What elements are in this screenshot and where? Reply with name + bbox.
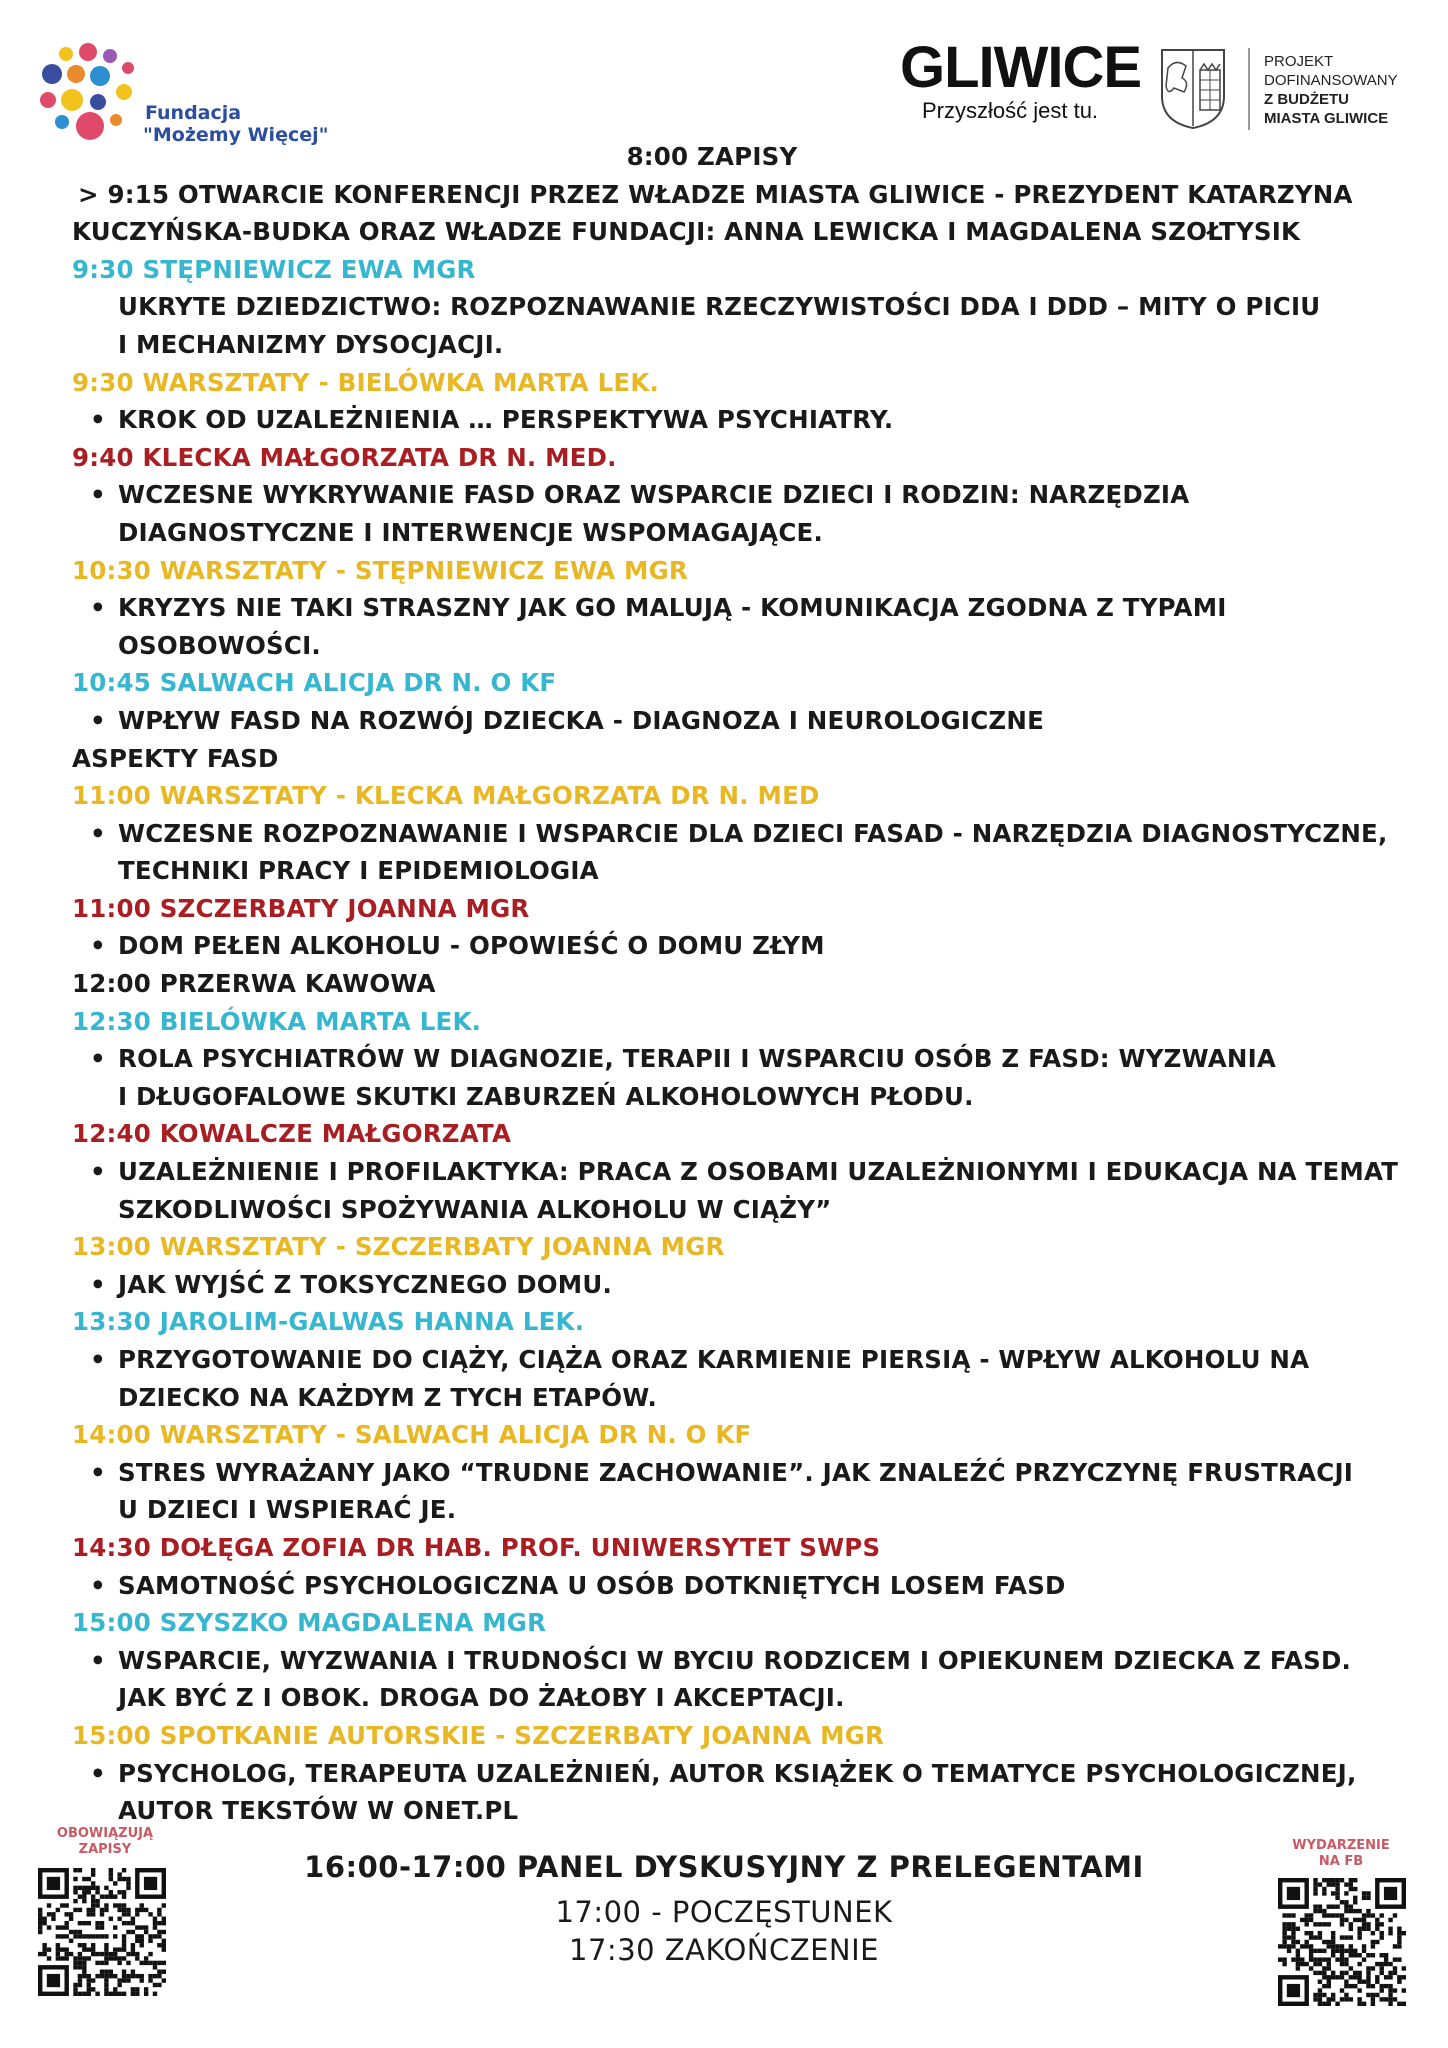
session-description: • WCZESNE WYKRYWANIE FASD ORAZ WSPARCIE DZIECI I RODZIN: NARZĘDZIA: [72, 476, 1402, 514]
conference-end: 17:30 ZAKOŃCZENIE: [569, 1933, 879, 1967]
qr-left-label-line2: ZAPISY: [78, 1842, 132, 1857]
foundation-logo-dots: [38, 40, 148, 150]
project-funding-note: [1264, 52, 1398, 128]
session-heading: 15:00 SPOTKANIE AUTORSKIE - SZCZERBATY JOANNA MGR: [72, 1720, 885, 1750]
city-tagline: Przyszłość jest tu.: [922, 98, 1099, 123]
session-description: OSOBOWOŚCI.: [118, 630, 321, 660]
qr-finder-pattern: [144, 1877, 157, 1890]
session-description: • JAK WYJŚĆ Z TOKSYCZNEGO DOMU.: [72, 1266, 1402, 1304]
panel-discussion: 16:00-17:00 PANEL DYSKUSYJNY Z PRELEGENTAMI: [304, 1850, 1144, 1884]
session-description: UKRYTE DZIEDZICTWO: ROZPOZNAWANIE RZECZYWISTOŚCI DDA I DDD – MITY O PICIU: [118, 292, 1321, 322]
session-description: • SAMOTNOŚĆ PSYCHOLOGICZNA U OSÓB DOTKNIĘTYCH LOSEM FASD: [72, 1567, 1402, 1605]
foundation-name-line2: "Możemy Więcej": [143, 124, 329, 146]
session-heading: 10:45 SALWACH ALICJA DR N. O KF: [72, 668, 557, 698]
qr-finder-pattern: [1287, 1984, 1300, 1997]
session-description: • WSPARCIE, WYZWANIA I TRUDNOŚCI W BYCIU RODZICEM I OPIEKUNEM DZIECKA Z FASD.: [72, 1642, 1402, 1680]
session-heading: 13:00 WARSZTATY - SZCZERBATY JOANNA MGR: [72, 1232, 725, 1262]
session-description: U DZIECI I WSPIERAĆ JE.: [118, 1495, 457, 1525]
session-heading: 9:30 STĘPNIEWICZ EWA MGR: [72, 254, 476, 284]
session-heading: 14:30 DOŁĘGA ZOFIA DR HAB. PROF. UNIWERSYTET SWPS: [72, 1532, 881, 1562]
session-description: SZKODLIWOŚCI SPOŻYWANIA ALKOHOLU W CIĄŻY”: [118, 1194, 832, 1224]
registration-qr-code[interactable]: [38, 1868, 166, 1996]
project-line-4: MIASTA GLIWICE: [1264, 110, 1389, 127]
qr-right-label-line2: NA FB: [1318, 1854, 1364, 1869]
agenda: [72, 138, 1402, 1830]
opening-line-2: KUCZYŃSKA-BUDKA ORAZ WŁADZE FUNDACJI: ANNA LEWICKA I MAGDALENA SZOŁTYSIK: [72, 217, 1301, 247]
session-description: • ROLA PSYCHIATRÓW W DIAGNOZIE, TERAPII I WSPARCIU OSÓB Z FASD: WYZWANIA: [72, 1040, 1402, 1078]
session-heading: 12:30 BIELÓWKA MARTA LEK.: [72, 1006, 482, 1036]
city-crest-icon: [1160, 48, 1226, 130]
session-description: • WCZESNE ROZPOZNAWANIE I WSPARCIE DLA DZIECI FASAD - NARZĘDZIA DIAGNOSTYCZNE,: [72, 815, 1402, 853]
session-heading: 12:40 KOWALCZE MAŁGORZATA: [72, 1119, 512, 1149]
qr-left-label: [40, 1826, 170, 1858]
session-description: • UZALEŻNIENIE I PROFILAKTYKA: PRACA Z OSOBAMI UZALEŻNIONYMI I EDUKACJA NA TEMAT: [72, 1153, 1402, 1191]
session-heading: 11:00 SZCZERBATY JOANNA MGR: [72, 893, 530, 923]
header-divider: [1248, 48, 1250, 130]
project-line-2: DOFINANSOWANY: [1264, 72, 1398, 89]
refreshments: 17:00 - POCZĘSTUNEK: [555, 1895, 893, 1929]
session-description: • KROK OD UZALEŻNIENIA … PERSPEKTYWA PSYCHIATRY.: [72, 401, 1402, 439]
session-heading: 13:30 JAROLIM-GALWAS HANNA LEK.: [72, 1307, 585, 1337]
qr-finder-pattern: [1287, 1887, 1300, 1900]
session-description: • STRES WYRAŻANY JAKO “TRUDNE ZACHOWANIE”. JAK ZNALEŹĆ PRZYCZYNĘ FRUSTRACJI: [72, 1454, 1402, 1492]
coffee-break: 12:00 PRZERWA KAWOWA: [72, 969, 436, 999]
session-description: • KRYZYS NIE TAKI STRASZNY JAK GO MALUJĄ - KOMUNIKACJA ZGODNA Z TYPAMI: [72, 589, 1402, 627]
session-description: • WPŁYW FASD NA ROZWÓJ DZIECKA - DIAGNOZA I NEUROLOGICZNE: [72, 702, 1402, 740]
foundation-name-line1: Fundacja: [145, 102, 242, 124]
qr-finder-pattern: [47, 1877, 60, 1890]
session-heading: 11:00 WARSZTATY - KLECKA MAŁGORZATA DR N. MED: [72, 781, 820, 811]
session-heading: 9:30 WARSZTATY - BIELÓWKA MARTA LEK.: [72, 367, 660, 397]
session-description: • PRZYGOTOWANIE DO CIĄŻY, CIĄŻA ORAZ KARMIENIE PIERSIĄ - WPŁYW ALKOHOLU NA: [72, 1341, 1402, 1379]
registration-time: 8:00 ZAPISY: [626, 142, 798, 171]
session-heading: 10:30 WARSZTATY - STĘPNIEWICZ EWA MGR: [72, 555, 688, 585]
session-description: I MECHANIZMY DYSOCJACJI.: [118, 329, 504, 359]
project-line-1: PROJEKT: [1264, 53, 1334, 70]
closing-schedule: [300, 1893, 1148, 1969]
qr-right-label-line1: WYDARZENIE: [1292, 1838, 1390, 1853]
session-description: DIAGNOSTYCZNE I INTERWENCJE WSPOMAGAJĄCE.: [118, 517, 823, 547]
session-description: JAK BYĆ Z I OBOK. DROGA DO ŻAŁOBY I AKCEPTACJI.: [118, 1683, 845, 1713]
qr-finder-pattern: [47, 1974, 60, 1987]
session-description: • PSYCHOLOG, TERAPEUTA UZALEŻNIEŃ, AUTOR KSIĄŻEK O TEMATYCE PSYCHOLOGICZNEJ,: [72, 1755, 1402, 1793]
city-logo: GLIWICE: [900, 35, 1142, 100]
session-description: AUTOR TEKSTÓW W ONET.PL: [118, 1796, 519, 1826]
qr-right-label: [1276, 1838, 1406, 1870]
session-description: I DŁUGOFALOWE SKUTKI ZABURZEŃ ALKOHOLOWYCH PŁODU.: [118, 1081, 974, 1111]
session-heading: 14:00 WARSZTATY - SALWACH ALICJA DR N. O KF: [72, 1420, 752, 1450]
session-description: DZIECKO NA KAŻDYM Z TYCH ETAPÓW.: [118, 1382, 657, 1412]
qr-finder-pattern: [1384, 1887, 1397, 1900]
session-description: ASPEKTY FASD: [72, 743, 279, 773]
session-description: TECHNIKI PRACY I EPIDEMIOLOGIA: [118, 856, 599, 886]
project-line-3: Z BUDŻETU: [1264, 91, 1349, 108]
qr-left-label-line1: OBOWIĄZUJĄ: [56, 1826, 154, 1841]
facebook-event-qr-code[interactable]: [1278, 1878, 1406, 2006]
session-heading: 9:40 KLECKA MAŁGORZATA DR N. MED.: [72, 442, 617, 472]
session-heading: 15:00 SZYSZKO MAGDALENA MGR: [72, 1608, 547, 1638]
session-description: • DOM PEŁEN ALKOHOLU - OPOWIEŚĆ O DOMU ZŁYM: [72, 927, 1402, 965]
opening-line-1: > 9:15 OTWARCIE KONFERENCJI PRZEZ WŁADZE MIASTA GLIWICE - PREZYDENT KATARZYNA: [78, 179, 1353, 209]
